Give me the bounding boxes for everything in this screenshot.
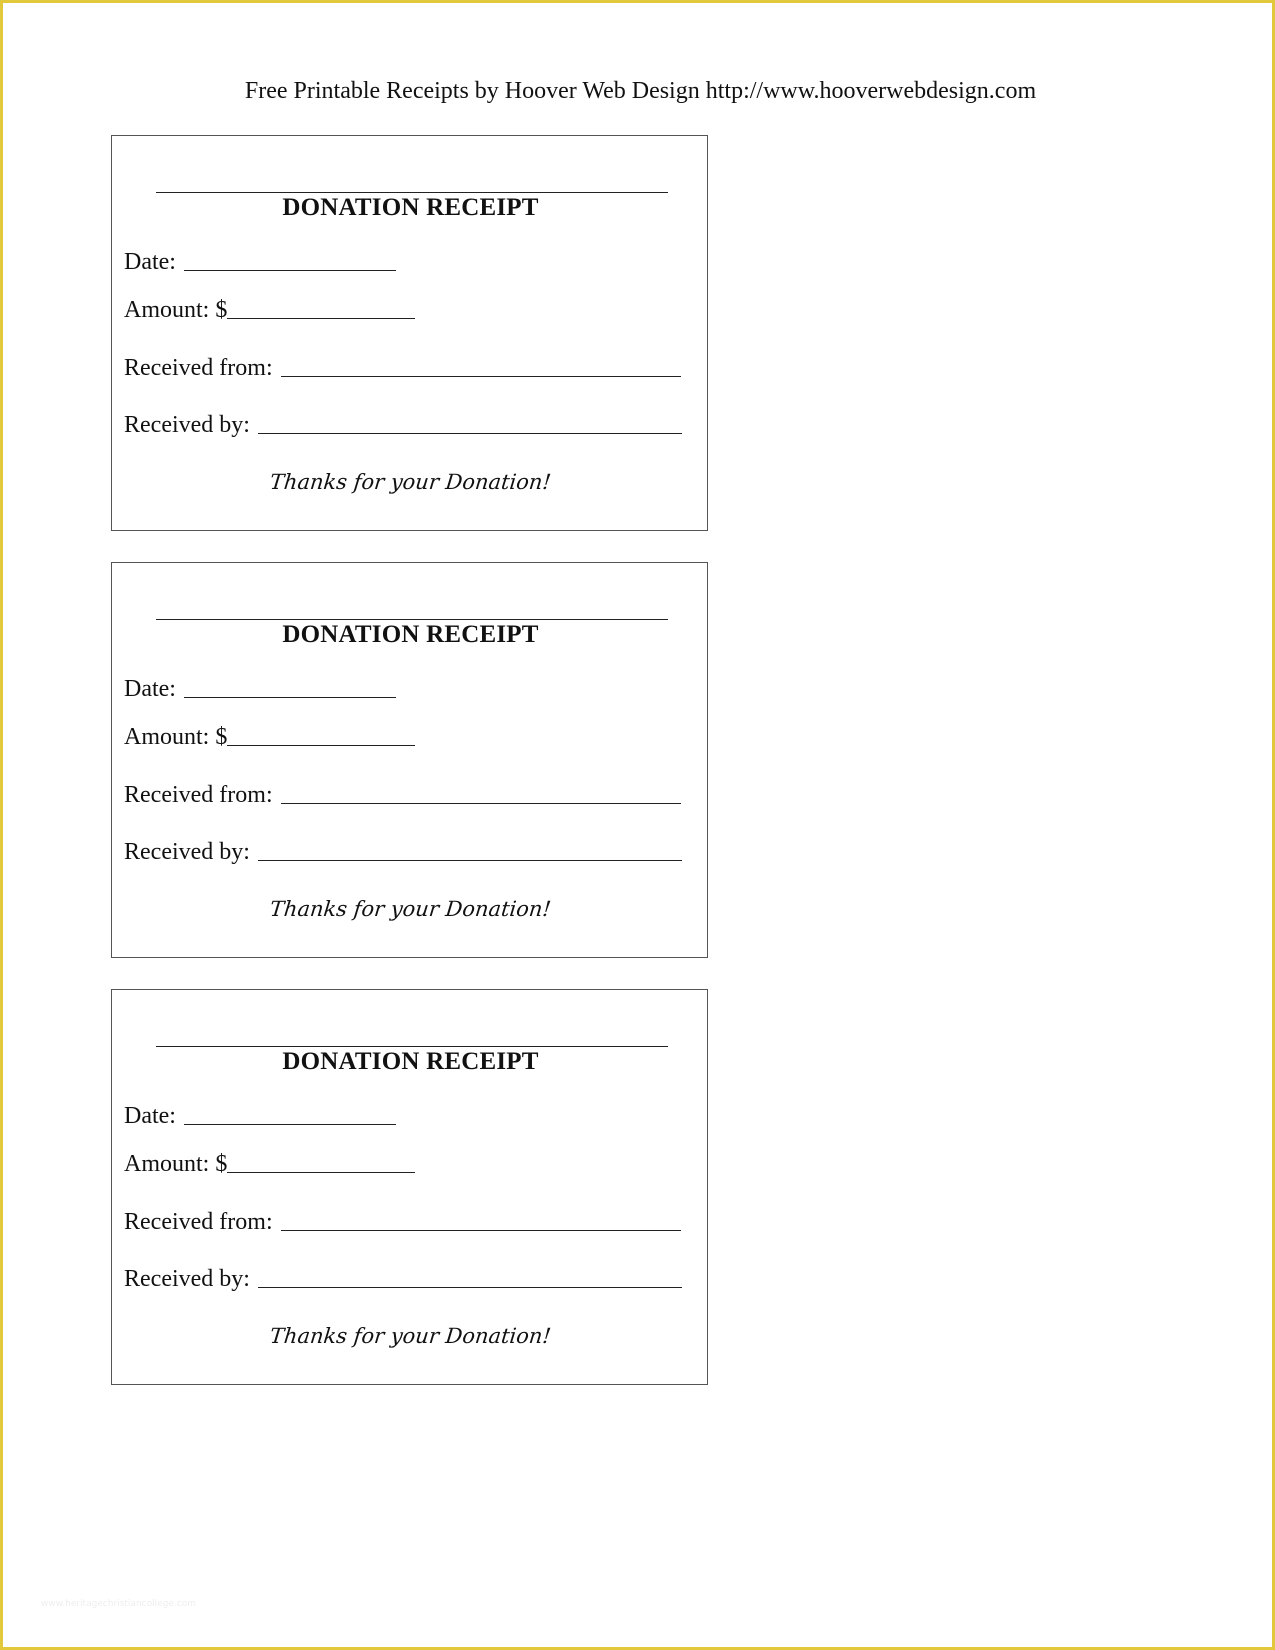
thanks-message: Thanks for your Donation! xyxy=(268,897,553,921)
date-field xyxy=(124,1100,396,1132)
received-by-field xyxy=(124,1263,682,1295)
received-by-label: Received by: xyxy=(124,1266,250,1292)
watermark: www.heritagechristiancollege.com xyxy=(41,1599,196,1609)
received-from-field xyxy=(124,1206,681,1238)
date-label: Date: xyxy=(124,1103,176,1129)
donation-receipt-1 xyxy=(111,135,708,531)
donation-receipt-3 xyxy=(111,989,708,1385)
received-from-label: Received from: xyxy=(124,782,273,808)
received-from-label: Received from: xyxy=(124,355,273,381)
date-label: Date: xyxy=(124,676,176,702)
page-header: Free Printable Receipts by Hoover Web Design http://www.hooverwebdesign.com xyxy=(244,78,1037,104)
thanks-message: Thanks for your Donation! xyxy=(268,1324,553,1348)
received-by-field xyxy=(124,409,682,441)
amount-blank-line xyxy=(227,745,415,746)
received-from-blank-line xyxy=(281,376,681,377)
amount-field xyxy=(124,1148,415,1180)
amount-label: Amount: $ xyxy=(124,1151,228,1177)
received-from-label: Received from: xyxy=(124,1209,273,1235)
received-from-field xyxy=(124,779,681,811)
received-by-blank-line xyxy=(258,433,682,434)
received-by-blank-line xyxy=(258,1287,682,1288)
amount-field xyxy=(124,294,415,326)
received-from-blank-line xyxy=(281,1230,681,1231)
receipt-title: DONATION RECEIPT xyxy=(282,621,539,648)
received-by-blank-line xyxy=(258,860,682,861)
received-from-blank-line xyxy=(281,803,681,804)
receipt-title: DONATION RECEIPT xyxy=(282,194,539,221)
amount-label: Amount: $ xyxy=(124,724,228,750)
thanks-message: Thanks for your Donation! xyxy=(268,470,553,494)
date-field xyxy=(124,246,396,278)
received-by-field xyxy=(124,836,682,868)
date-label: Date: xyxy=(124,249,176,275)
date-blank-line xyxy=(184,1124,396,1125)
amount-blank-line xyxy=(227,318,415,319)
receipt-title: DONATION RECEIPT xyxy=(282,1048,539,1075)
date-field xyxy=(124,673,396,705)
date-blank-line xyxy=(184,697,396,698)
date-blank-line xyxy=(184,270,396,271)
amount-field xyxy=(124,721,415,753)
received-from-field xyxy=(124,352,681,384)
amount-blank-line xyxy=(227,1172,415,1173)
received-by-label: Received by: xyxy=(124,839,250,865)
amount-label: Amount: $ xyxy=(124,297,228,323)
donation-receipt-2 xyxy=(111,562,708,958)
received-by-label: Received by: xyxy=(124,412,250,438)
